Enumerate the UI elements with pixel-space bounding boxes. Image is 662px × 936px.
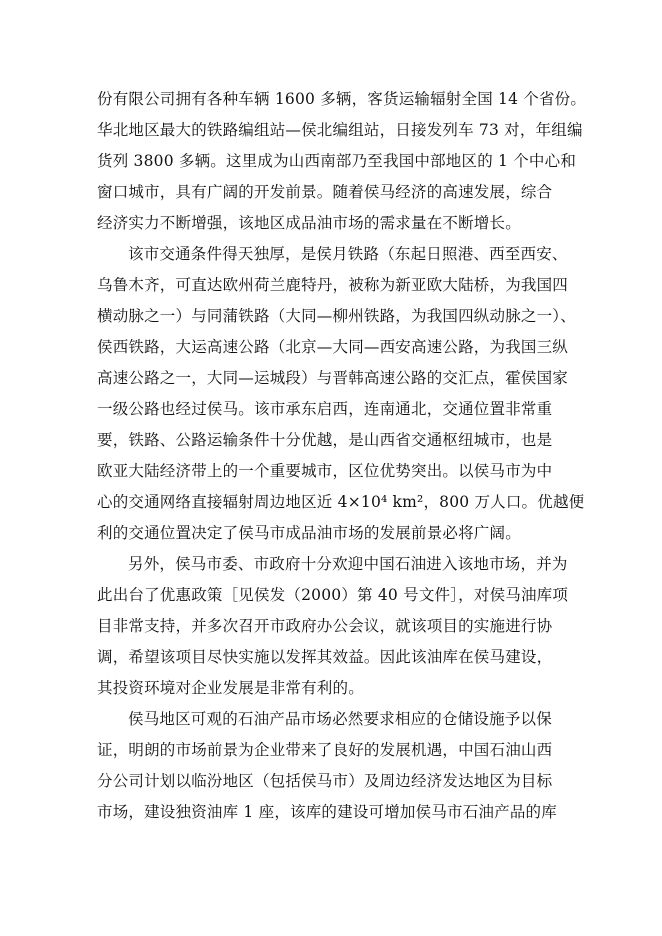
text-line: 欧亚大陆经济带上的一个重要城市，区位优势突出。以侯马市为中 <box>97 462 553 480</box>
text-line: 心的交通网络直接辐射周边地区近 4×10⁴ km²，800 万人口。优越便 <box>97 493 585 511</box>
text-line: 要，铁路、公路运输条件十分优越，是山西省交通枢纽城市，也是 <box>97 431 553 449</box>
paragraph-1 <box>97 84 587 239</box>
text-line: 侯西铁路，大运高速公路（北京—大同—西安高速公路，为我国三纵 <box>97 338 569 356</box>
text-line: 窗口城市，具有广阔的开发前景。随着侯马经济的高速发展，综合 <box>97 183 553 201</box>
text-line: 调，希望该项目尽快实施以发挥其效益。因此该油库在侯马建设， <box>97 648 553 666</box>
text-line: 经济实力不断增强，该地区成品油市场的需求量在不断增长。 <box>97 214 521 232</box>
paragraph-2 <box>97 239 585 549</box>
text-line: 份有限公司拥有各种车辆 1600 多辆，客货运输辐射全国 14 个省份。 <box>97 90 587 108</box>
text-line: 证，明朗的市场前景为企业带来了良好的发展机遇，中国石油山西 <box>97 741 553 759</box>
document-body <box>97 84 587 828</box>
text-line: 另外，侯马市委、市政府十分欢迎中国石油进入该地市场，并为 <box>128 555 568 573</box>
text-line: 一级公路也经过侯马。该市承东启西，连南通北，交通位置非常重 <box>97 400 553 418</box>
text-line: 侯马地区可观的石油产品市场必然要求相应的仓储设施予以保 <box>128 710 552 728</box>
paragraph-4 <box>97 704 577 828</box>
text-line: 华北地区最大的铁路编组站—侯北编组站，日接发列车 73 对，年组编 <box>97 121 583 139</box>
text-line: 此出台了优惠政策［见侯发（2000）第 40 号文件］，对侯马油库项 <box>97 586 569 604</box>
text-line: 货列 3800 多辆。这里成为山西南部乃至我国中部地区的 1 个中心和 <box>97 152 577 170</box>
text-line: 市场，建设独资油库 1 座，该库的建设可增加侯马市石油产品的库 <box>97 803 557 821</box>
text-line: 其投资环境对企业发展是非常有利的。 <box>97 679 364 697</box>
text-line: 乌鲁木齐，可直达欧州荷兰鹿特丹，被称为新亚欧大陆桥，为我国四 <box>97 276 569 294</box>
text-line: 分公司计划以临汾地区（包括侯马市）及周边经济发达地区为目标 <box>97 772 553 790</box>
text-line: 高速公路之一，大同—运城段）与晋韩高速公路的交汇点，霍侯国家 <box>97 369 569 387</box>
paragraph-3 <box>97 549 577 704</box>
text-line: 目非常支持，并多次召开市政府办公会议，就该项目的实施进行协 <box>97 617 553 635</box>
text-line: 横动脉之一）与同蒲铁路（大同—柳州铁路，为我国四纵动脉之一）、 <box>97 307 576 325</box>
text-line: 该市交通条件得天独厚，是侯月铁路（东起日照港、西至西安、 <box>128 245 568 263</box>
text-line: 利的交通位置决定了侯马市成品油市场的发展前景必将广阔。 <box>97 524 521 542</box>
